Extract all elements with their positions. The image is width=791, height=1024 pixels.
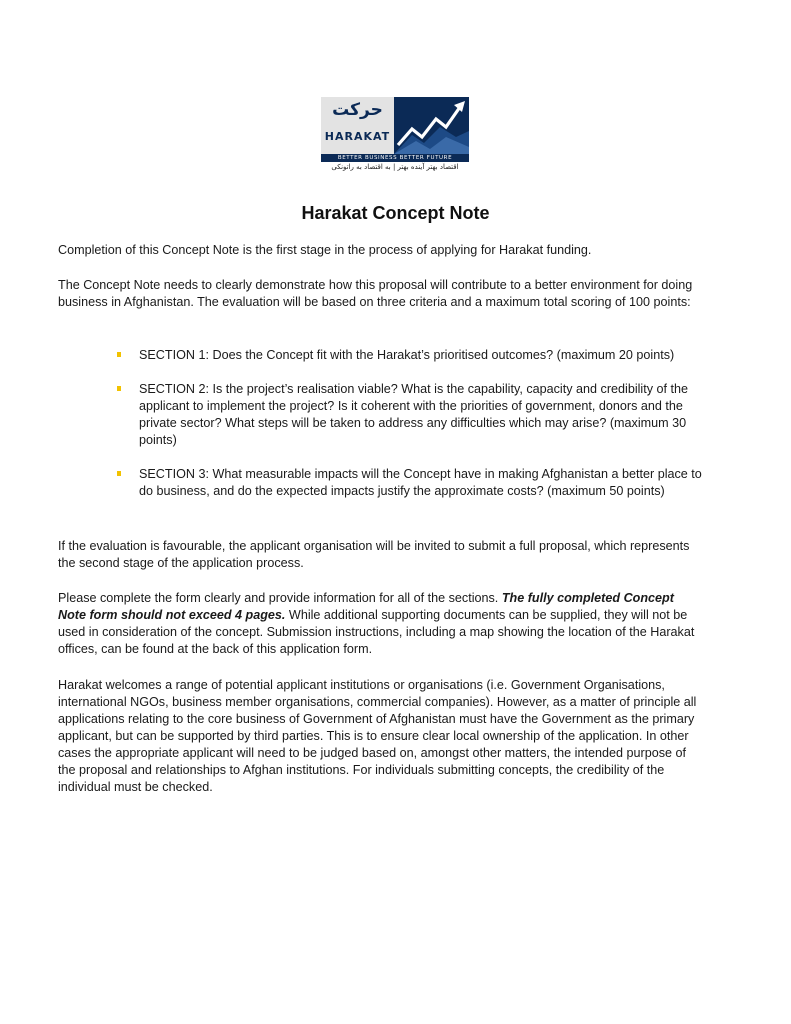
list-item	[115, 347, 705, 364]
applicants-paragraph: Harakat welcomes a range of potential applicant institutions or organisations (i.e. Government Organisations, international NGOs, business member organisations, commercial companies). However, as a matter of principle all applications relating to the core business of Government of Afghanistan must have the Government as the primary applicant, but can be supported by third parties. This is to ensure clear local ownership of the application. In other cases the appropriate applicant will need to be judged based on, amongst other matters, the intended purpose of the proposal and relationships to Afghan institutions. For individuals submitting concepts, the credibility of the individual must be checked.	[58, 678, 697, 794]
logo-tagline-local: اقتصاد بهتر آینده بهتر | به اقتصاد به راتونکی	[331, 163, 459, 171]
logo-chart-panel	[394, 97, 469, 154]
instructions-paragraph	[58, 590, 698, 658]
bullet-icon	[117, 352, 121, 357]
instructions-text-continued: While additional supporting documents can be supplied, they will not be used in consideration of the concept. Submission instructions, including a map showing the location of the Harakat offices, can be found at the back of this application form.	[58, 608, 695, 656]
section-2-text: SECTION 2: Is the project’s realisation viable? What is the capability, capacity and credibility of the applicant to implement the project? Is it coherent with the priorities of government, donors and the private sector? What steps will be taken to address any difficulties which may arise? (maximum 30 points)	[139, 382, 689, 447]
harakat-logo	[321, 97, 469, 173]
list-item	[115, 466, 705, 500]
growth-arrow-icon	[394, 97, 469, 154]
logo-top	[321, 97, 469, 154]
logo-name: HARAKAT	[324, 130, 391, 143]
section-3-text: SECTION 3: What measurable impacts will the Concept have in making Afghanistan a better place to do business, and do the expected impacts justify the approximate costs? (maximum 50 points)	[139, 467, 702, 498]
intro-paragraph: Completion of this Concept Note is the first stage in the process of applying for Harakat funding.	[58, 243, 592, 257]
evaluation-paragraph: If the evaluation is favourable, the applicant organisation will be invited to submit a full proposal, which represents the second stage of the application process.	[58, 539, 690, 570]
logo-tagline: BETTER BUSINESS BETTER FUTURE	[321, 154, 469, 162]
page-title: Harakat Concept Note	[301, 203, 490, 223]
logo-arabic-name: حرکت	[332, 100, 383, 120]
logo-left-panel	[321, 97, 394, 154]
sections-list	[115, 347, 705, 500]
instructions-text: Please complete the form clearly and provide information for all of the sections.	[58, 591, 502, 605]
criteria-paragraph: The Concept Note needs to clearly demonstrate how this proposal will contribute to a better environment for doing business in Afghanistan. The evaluation will be based on three criteria and a maximum total scoring of 100 points:	[58, 278, 693, 309]
page-limit-emphasis: The fully completed Concept Note form should not exceed 4 pages.	[58, 591, 674, 622]
bullet-icon	[117, 386, 121, 391]
section-1-text: SECTION 1: Does the Concept fit with the Harakat’s prioritised outcomes? (maximum 20 points)	[139, 348, 675, 362]
bullet-icon	[117, 471, 121, 476]
list-item	[115, 381, 705, 449]
